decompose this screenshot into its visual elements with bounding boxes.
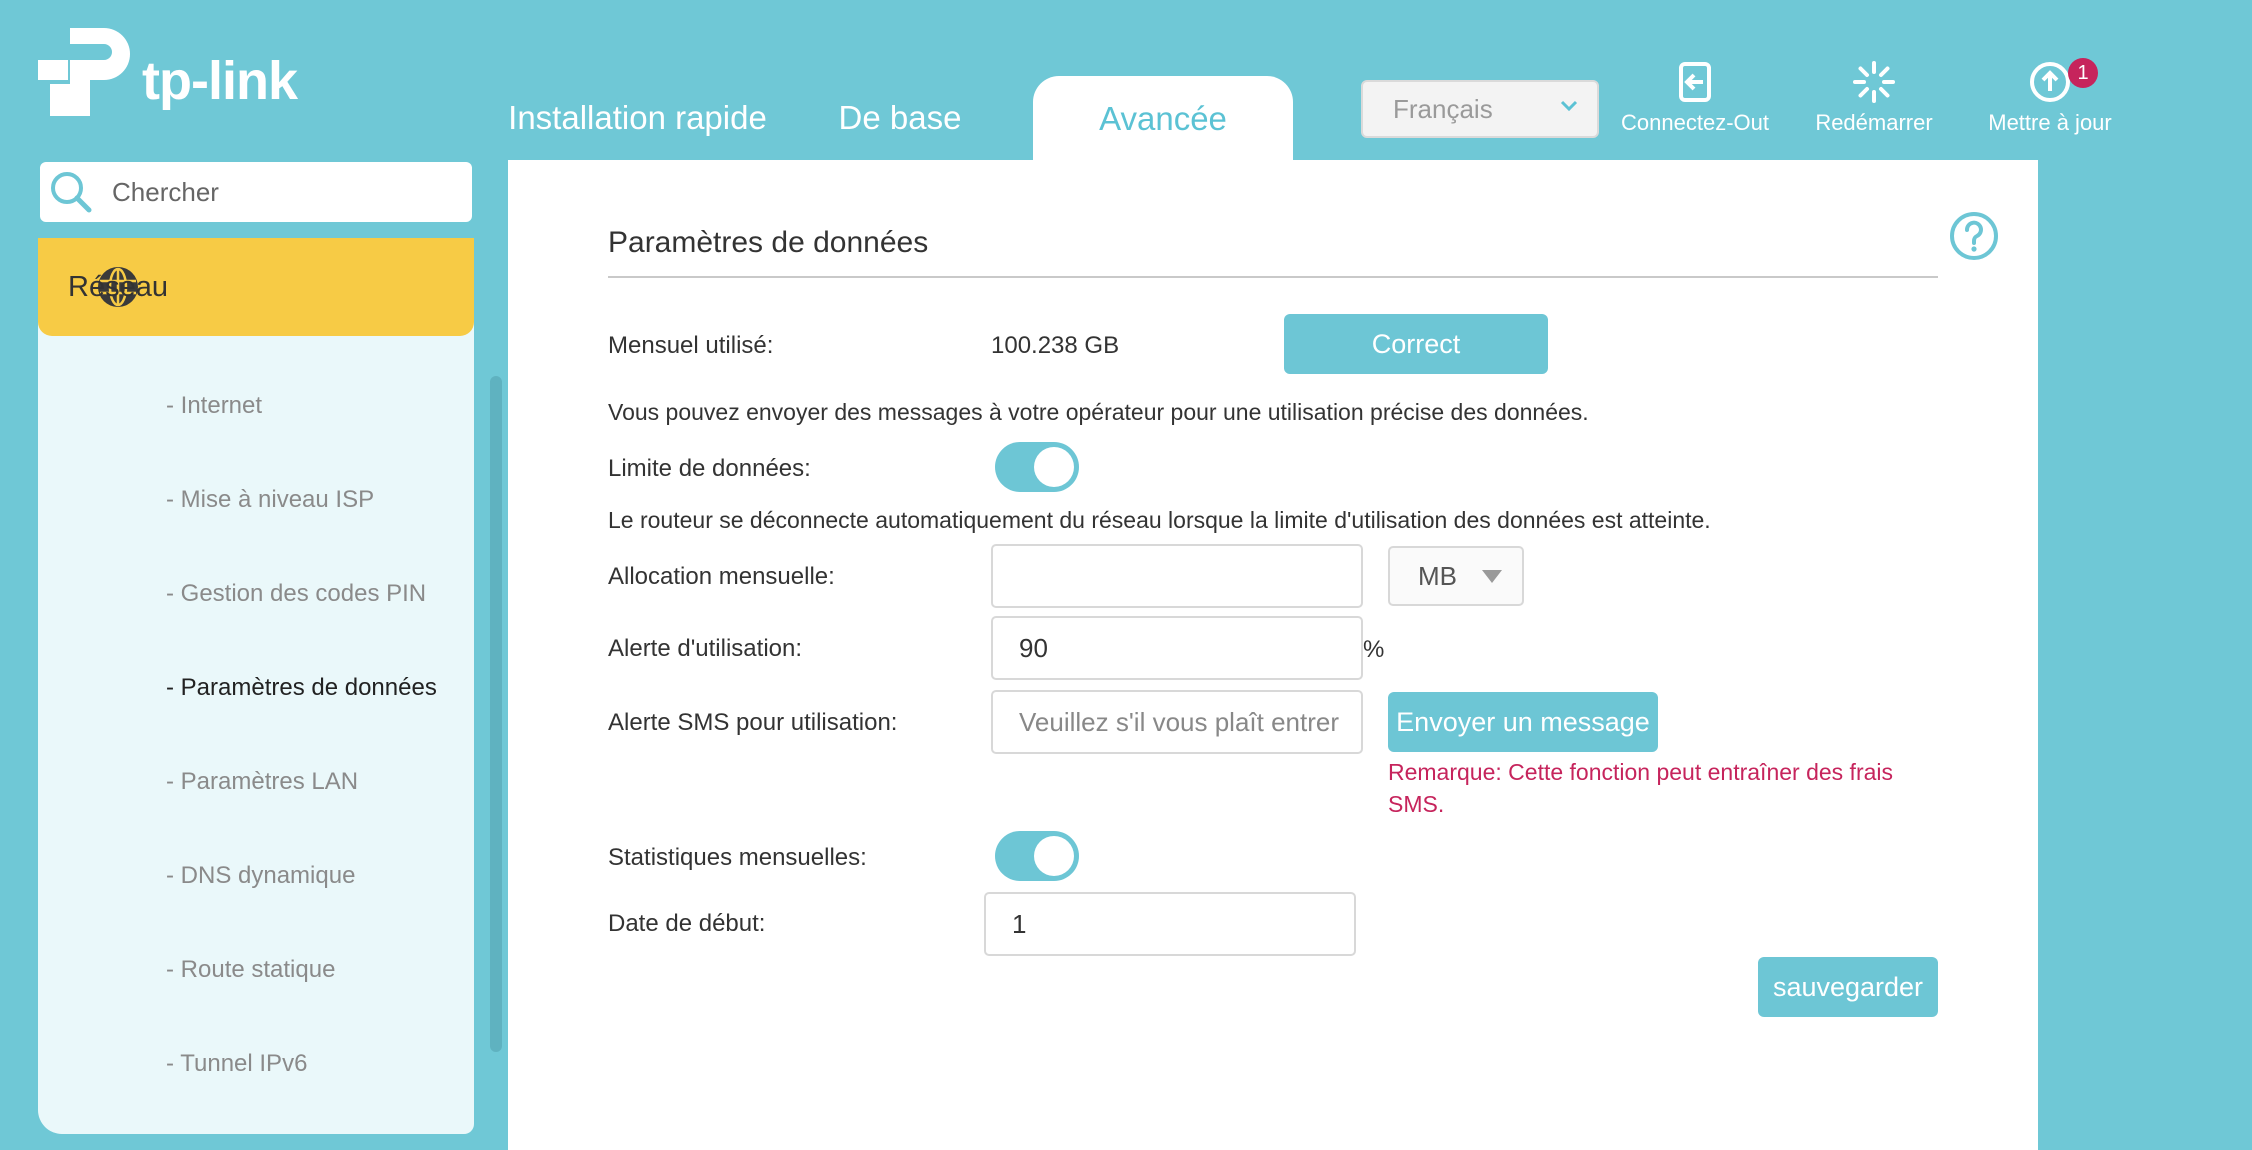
chevron-down-icon — [1559, 96, 1579, 116]
sms-fee-note: Remarque: Cette fonction peut entraîner des frais SMS. — [1388, 759, 1894, 817]
unit-select[interactable] — [1388, 546, 1524, 606]
correct-button[interactable]: Correct — [1284, 314, 1548, 374]
language-select[interactable] — [1361, 80, 1599, 138]
usage-alert-input[interactable]: 90 — [991, 616, 1363, 680]
logout-button[interactable] — [1610, 60, 1780, 136]
sidebar-item-route-statique[interactable]: - Route statique — [166, 956, 336, 983]
start-date-input[interactable]: 1 — [984, 892, 1356, 956]
update-badge: 1 — [2068, 58, 2098, 88]
data-limit-label: Limite de données: — [608, 455, 811, 482]
main-panel — [508, 160, 2038, 1150]
toggle-knob — [1034, 836, 1074, 876]
usage-alert-label: Alerte d'utilisation: — [608, 635, 803, 662]
data-limit-toggle[interactable] — [995, 442, 1079, 492]
search-icon — [48, 169, 94, 215]
sidebar-scrollbar[interactable] — [490, 376, 502, 1052]
tab-de-base[interactable]: De base — [838, 99, 962, 136]
sidebar-item-parametres-donnees[interactable]: - Paramètres de données — [166, 674, 437, 701]
sidebar-item-tunnel-ipv6[interactable]: - Tunnel IPv6 — [166, 1050, 308, 1077]
reboot-label: Redémarrer — [1815, 110, 1933, 135]
toggle-knob — [1034, 447, 1074, 487]
sidebar-item-dns-dynamique[interactable]: - DNS dynamique — [166, 862, 356, 889]
update-button[interactable] — [1970, 60, 2130, 136]
monthly-stats-label: Statistiques mensuelles: — [608, 844, 867, 871]
search-input[interactable] — [110, 176, 454, 209]
search-box — [40, 162, 472, 222]
allocation-input[interactable] — [991, 544, 1363, 608]
start-date-label: Date de début: — [608, 910, 766, 937]
reboot-icon — [1852, 60, 1896, 104]
save-button[interactable]: sauvegarder — [1758, 957, 1938, 1017]
tp-link-logo — [36, 22, 306, 132]
sidebar — [38, 238, 474, 1134]
title-divider — [608, 276, 1938, 278]
sidebar-item-parametres-lan[interactable]: - Paramètres LAN — [166, 768, 359, 795]
logout-icon — [1673, 60, 1717, 104]
sms-alert-input[interactable]: Veuillez s'il vous plaît entrer — [991, 690, 1363, 754]
unit-selected: MB — [1418, 560, 1457, 591]
sidebar-section-reseau[interactable] — [38, 238, 474, 336]
tp-link-logo-icon — [36, 22, 136, 122]
sidebar-item-gestion-codes-pin[interactable]: - Gestion des codes PIN — [166, 580, 427, 607]
percent-sign: % — [1363, 636, 1385, 663]
update-icon — [2028, 60, 2072, 104]
tab-installation-rapide[interactable]: Installation rapide — [508, 99, 767, 136]
logout-label: Connectez-Out — [1621, 110, 1769, 135]
caret-down-icon — [1482, 570, 1502, 583]
language-selected: Français — [1393, 93, 1493, 124]
sidebar-item-internet[interactable]: - Internet — [166, 392, 263, 419]
router-description: Le routeur se déconnecte automatiquement du réseau lorsque la limite d'utilisation des données est atteinte. — [608, 507, 1711, 533]
sidebar-item-mise-a-niveau-isp[interactable]: - Mise à niveau ISP — [166, 486, 375, 513]
help-icon[interactable] — [1948, 210, 2000, 262]
sidebar-section-label: Réseau — [68, 270, 168, 303]
monthly-stats-toggle[interactable] — [995, 831, 1079, 881]
send-message-button[interactable]: Envoyer un message — [1388, 692, 1658, 752]
allocation-label: Allocation mensuelle: — [608, 563, 835, 590]
monthly-used-label: Mensuel utilisé: — [608, 332, 774, 359]
operator-description: Vous pouvez envoyer des messages à votre opérateur pour une utilisation précise des données. — [608, 399, 1589, 425]
brand-name: tp-link — [142, 51, 297, 111]
update-label: Mettre à jour — [1988, 110, 2112, 135]
tab-avancee[interactable]: Avancée — [1033, 76, 1293, 162]
sms-alert-label: Alerte SMS pour utilisation: — [608, 709, 898, 736]
monthly-used-value: 100.238 GB — [991, 332, 1120, 359]
page-title: Paramètres de données — [608, 226, 929, 259]
reboot-button[interactable] — [1800, 60, 1948, 136]
